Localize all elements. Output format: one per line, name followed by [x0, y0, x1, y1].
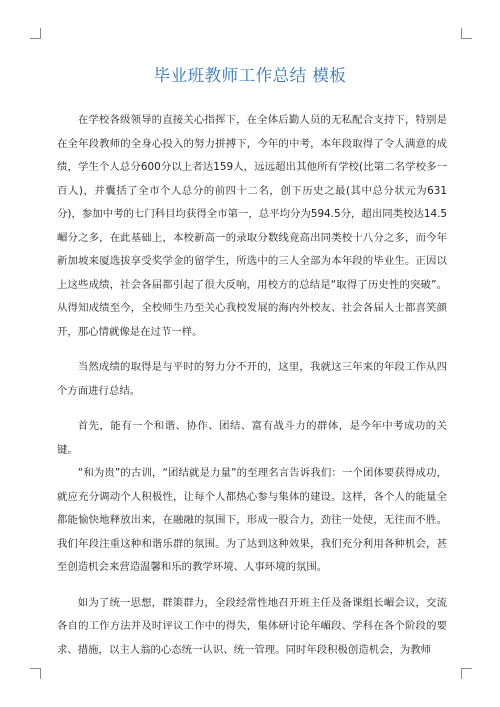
document-title: 毕业班教师工作总结 模板: [153, 66, 347, 85]
crop-mark-top-left: [30, 28, 41, 39]
paragraph-2: 当然成绩的取得是与平时的努力分不开的，这里，我就这三年来的年段工作从四个方面进行总结。: [57, 361, 447, 397]
crop-mark-bottom-right: [461, 668, 472, 679]
crop-mark-bottom-left: [30, 668, 41, 679]
crop-mark-top-right: [461, 28, 472, 39]
paragraph-3: 首先，能有一个和谐、协作、团结、富有战斗力的群体，是今年中考成功的关键。: [57, 420, 447, 456]
document-body: [57, 109, 447, 662]
paragraph-4: “和为贵”的古训，“团结就是力量”的至理名言告诉我们：一个团体要获得成功，就应充分调动个人积极性，让每个人都热心参与集体的建设。这样，各个人的能量全都能愉快地释放出来，在融融的氛围下，形成一股合力，劲往一处使，无往而不胜。我们年段注重这种和谐乐群的氛围。为了达到这种效果，我们充分利用各种机会，甚至创造机会来营造温馨和乐的教学环境、人事环境的氛围。: [57, 467, 447, 573]
paragraph-5: 如为了统一思想，群策群力，全段经常性地召开班主任及备课组长嵋会议，交流各自的工作方法并及时评议工作中的得失，集体研讨论年嵋段、学科在各个阶段的要求、措施，以主人翁的心态统一认识、统一管理。同时年段积极创造机会，为教师: [57, 596, 447, 656]
paragraph-1: 在学校各级领导的直接关心指挥下，在全体后勤人员的无私配合支持下，特别是在全年段教师的全身心投入的努力拼搏下，今年的中考，本年段取得了令人满意的成绩，学生个人总分600分以上者达159人，远远超出其他所有学校(比第二名学校多一百人)，并囊括了全市个人总分的前四十二名，创下历史之最(其中总分状元为631分)，参加中考的七门科目均获得全市第一，总平均分为594.5分，超出同类校达14.5嵋分之多，在此基础上，本校新高一的录取分数线竟高出同类校十八分之多，而今年新加坡来厦选拔享受奖学金的留学生，所选中的三人全部为本年段的毕业生。正因以上这些成绩，社会各届都引起了很大反响，用校方的总结是“取得了历史性的突破”。从得知成绩至今，全校师生乃至关心我校发展的海内外校友、社会各届人士都喜笑颜开，那心情就像是在过节一样。: [57, 114, 447, 338]
